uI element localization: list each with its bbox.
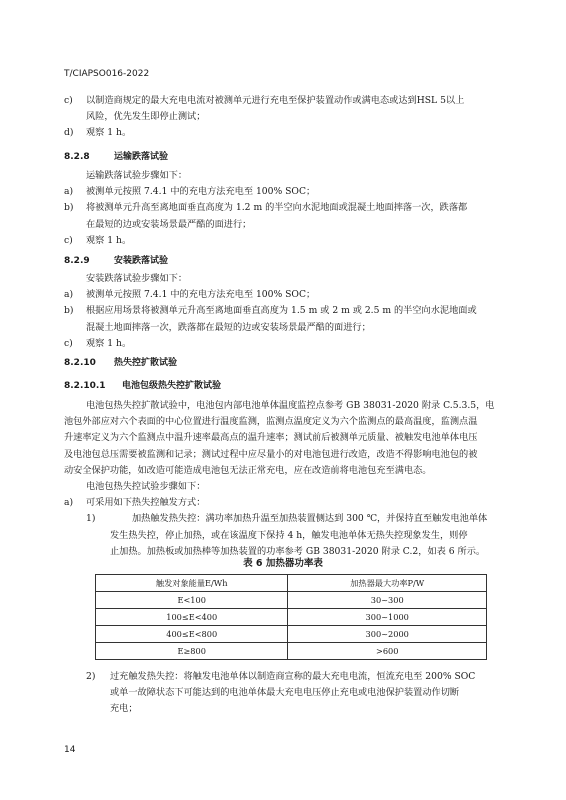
list-marker: 2) (86, 671, 96, 682)
table-cell: 300~2000 (288, 626, 487, 643)
section-number: 8.2.10.1 (64, 381, 106, 391)
paragraph-line: 及电池包总压需要被监测和记录；测试过程中应尽量小的对电池包进行改造，改造不得影响电池包的被 (64, 448, 478, 460)
table-cell: E≥800 (96, 643, 288, 660)
list-item (64, 303, 508, 319)
list-text-cont: 止加热。加热板或加热棒等加热装置的功率参考 GB 38031-2020 附录 C.2，如表 6 所示。 (110, 545, 486, 557)
list-text: 被测单元按照 7.4.1 中的充电方法充电至 100% SOC； (86, 289, 316, 301)
list-marker: d) (64, 127, 74, 139)
section-top-steps (64, 93, 508, 142)
list-item (64, 93, 508, 109)
standard-code: T/CIAPSO016-2022 (64, 69, 150, 79)
list-text-cont: 或单一故障状态下可能达到的电池单体最大充电电压停止充电或电池保护装置动作切断 (110, 687, 460, 699)
list-text: 将被测单元升高至离地面垂直高度为 1.2 m 的半空向水泥地面或混凝土地面摔落一次，跌落都 (86, 202, 468, 214)
list-item (64, 287, 508, 303)
list-marker: a) (64, 289, 74, 301)
table-cell: E<100 (96, 592, 288, 609)
list-marker: 1) (86, 513, 96, 525)
page-number: 14 (64, 745, 76, 755)
list-text: 加热触发热失控：满功率加热升温至加热装置侧达到 300 ℃，并保持直至触发电池单体 (132, 513, 488, 525)
table-cell: 30~300 (288, 592, 487, 609)
table-row (96, 592, 487, 609)
section-heading-8-2-9 (64, 253, 508, 269)
list-item (64, 184, 508, 200)
section-8-2-8-body (64, 168, 508, 249)
section-title: 热失控扩散试验 (114, 358, 178, 368)
sub-list-item (64, 511, 508, 527)
list-item (64, 233, 508, 249)
table-row (96, 609, 487, 626)
section-number: 8.2.8 (64, 152, 90, 162)
section-heading-8-2-10-1 (64, 378, 508, 394)
list-marker: c) (64, 337, 73, 349)
list-marker: b) (64, 305, 74, 317)
paragraph-line: 升速率定义为六个监测点中温升速率最高点的温升速率；测试前后被测单元质量、被触发电池单体电压 (64, 432, 478, 444)
list-marker: a) (64, 497, 74, 509)
section-title: 安装跌落试验 (114, 256, 169, 266)
column-header: 触发对象能量E/Wh (96, 575, 288, 592)
list-text: 观察 1 h。 (86, 127, 132, 139)
list-marker: c) (64, 95, 73, 106)
section-number: 8.2.9 (64, 256, 90, 266)
list-item (64, 495, 508, 511)
list-marker: a) (64, 186, 74, 198)
list-item (64, 125, 508, 141)
list-text-cont: 风险，优先发生即停止测试； (86, 111, 206, 123)
list-text: 以制造商规定的最大充电电流对被测单元进行充电至保护装置动作或满电态或达到HSL 5以上 (86, 95, 465, 106)
paragraph-line: 电池包热失控扩散试验中，电池包内部电池单体温度监控点参考 GB 38031-2020 附录 C.5.3.5，电 (86, 400, 495, 411)
table-row (96, 626, 487, 643)
list-marker: c) (64, 234, 73, 246)
table-cell: 300~1000 (288, 609, 487, 626)
table-cell: 400≤E<800 (96, 626, 288, 643)
list-marker: b) (64, 202, 74, 214)
list-text: 可采用如下热失控触发方式： (86, 497, 206, 509)
section-8-2-9-body (64, 271, 508, 352)
table-header-row (96, 575, 487, 592)
section-number: 8.2.10 (64, 358, 96, 368)
sub-list-item-2 (64, 669, 508, 718)
section-heading-8-2-8 (64, 149, 508, 165)
section-title: 电池包级热失控扩散试验 (122, 381, 222, 391)
list-text: 被测单元按照 7.4.1 中的充电方法充电至 100% SOC； (86, 186, 316, 198)
list-text-cont: 发生热失控，停止加热，或在该温度下保持 4 h，触发电池单体无热失控现象发生，则停 (110, 529, 468, 541)
list-text: 观察 1 h。 (86, 234, 132, 246)
list-text-cont: 混凝土地面摔落一次，跌落都在最短的边或安装场景最严酷的面进行； (86, 321, 371, 333)
table-cell: 100≤E<400 (96, 609, 288, 626)
list-item (64, 336, 508, 352)
intro-text: 运输跌落试验步骤如下： (86, 170, 188, 181)
section-8-2-10-1-body (64, 398, 508, 560)
list-text-cont: 在最短的边或安装场景最严酷的面进行； (86, 218, 252, 230)
section-title: 运输跌落试验 (114, 152, 169, 162)
section-heading-8-2-10 (64, 355, 508, 371)
paragraph-line: 池包外部应对六个表面的中心位置进行温度监测，监测点温度定义为六个监测点的最高温度，监测点温 (64, 416, 478, 428)
list-text: 根据应用场景将被测单元升高至离地面垂直高度为 1.5 m 或 2 m 或 2.5 m 的半空向水泥地面或 (86, 305, 477, 317)
table-cell: >600 (288, 643, 487, 660)
paragraph-line: 动安全保护功能，如改造可能造成电池包无法正常充电，应在改造前将电池包充至满电态。 (64, 464, 432, 476)
intro-text: 安装跌落试验步骤如下： (86, 273, 188, 284)
column-header: 加热器最大功率P/W (288, 575, 487, 592)
list-item (64, 200, 508, 216)
list-text: 过充触发热失控：将触发电池单体以制造商宣称的最大充电电流，恒流充电至 200% SOC (110, 671, 476, 682)
heater-power-table (95, 574, 487, 660)
list-text-cont: 充电； (110, 703, 138, 715)
intro-text: 电池包热失控试验步骤如下： (86, 481, 206, 493)
table-row (96, 643, 487, 660)
list-text: 观察 1 h。 (86, 337, 132, 349)
sub-list-item (64, 669, 508, 685)
table-caption: 表 6 加热器功率表 (243, 558, 323, 569)
